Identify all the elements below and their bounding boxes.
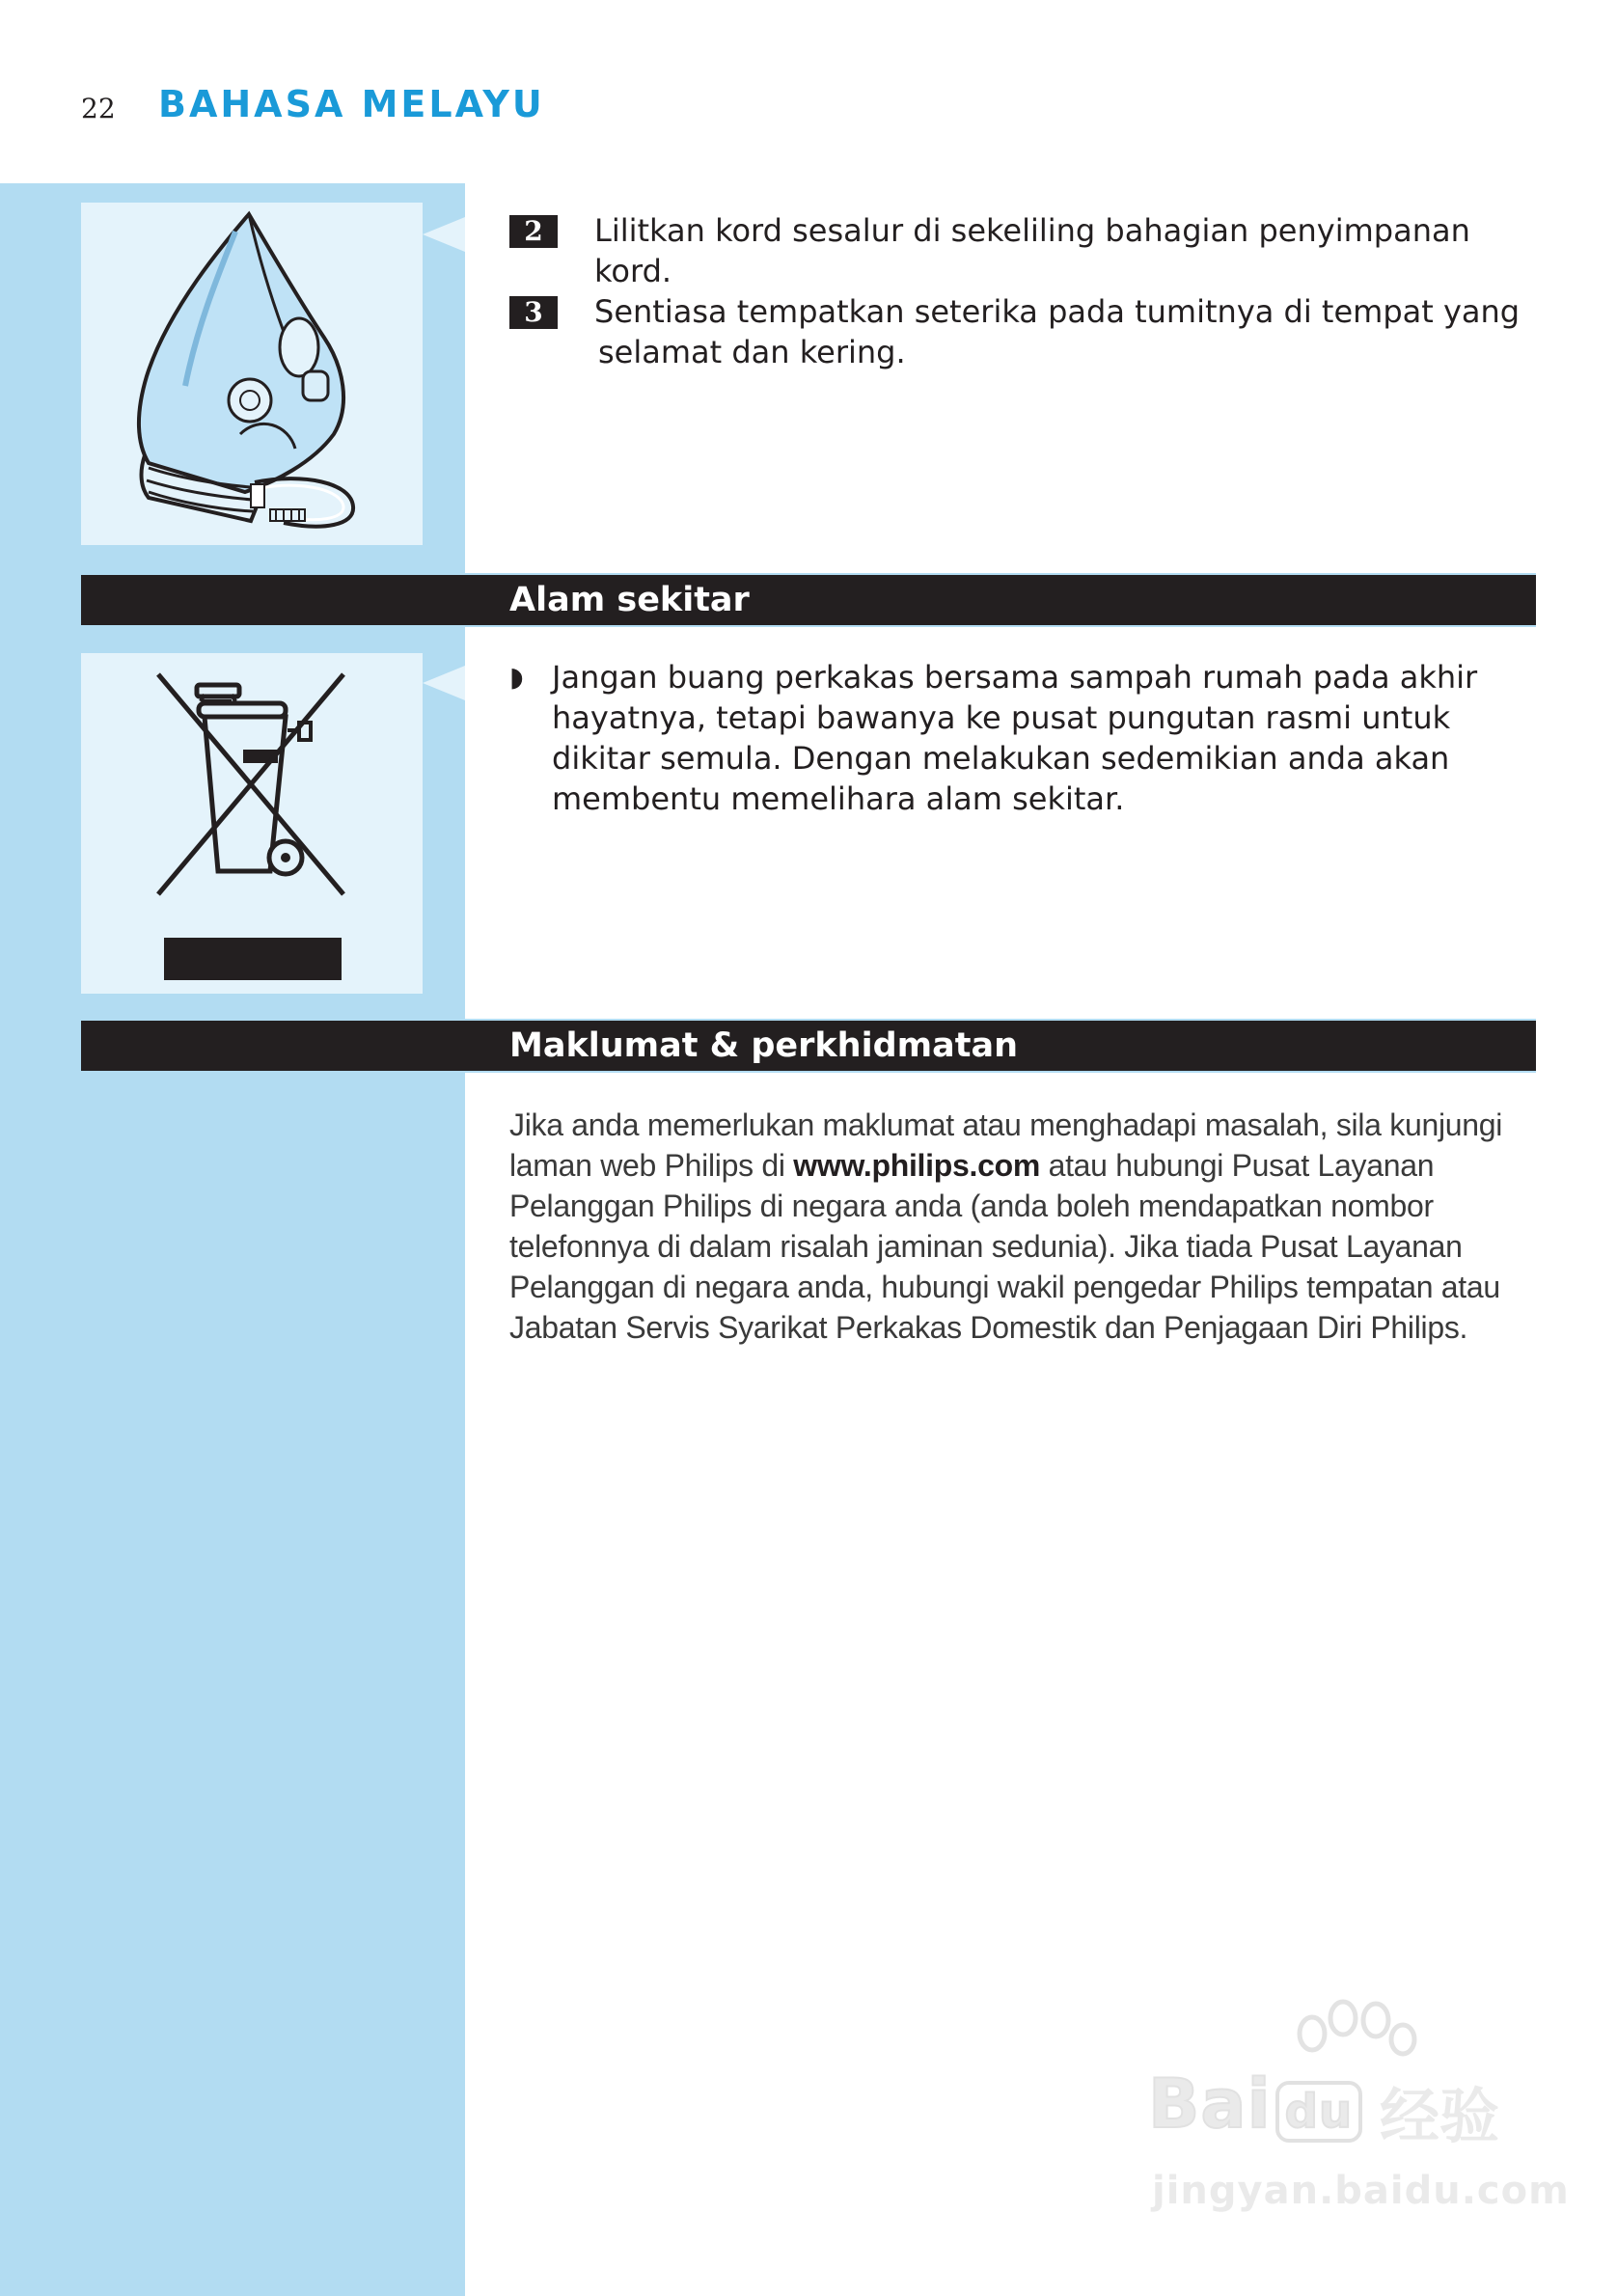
step-text-line-1: Sentiasa tempatkan seterika pada tumitnya di tempat yang xyxy=(594,293,1521,330)
watermark-url: jingyan.baidu.com xyxy=(1152,2169,1570,2213)
step-text: Lilitkan kord sesalur di sekeliling bahagian penyimpanan kord. xyxy=(594,212,1470,289)
section-title: Alam sekitar xyxy=(509,581,750,619)
watermark-brand: Bai du xyxy=(1148,2064,1362,2144)
step-text xyxy=(594,291,1540,372)
figure-panel-iron xyxy=(81,203,423,545)
steam-iron-icon xyxy=(81,203,423,545)
watermark-brand-cn: 经验 xyxy=(1380,2081,1500,2151)
figure-pointer-bin xyxy=(423,666,465,700)
philips-website-link[interactable]: www.philips.com xyxy=(793,1148,1040,1183)
information-text-start: Jika anda memerlukan maklumat atau menghadapi masalah, sila kunjungi laman web Philips di xyxy=(509,1107,1503,1183)
step-number: 2 xyxy=(509,215,558,248)
page-number: 22 xyxy=(81,93,116,124)
figure-pointer-iron xyxy=(423,217,465,252)
figure-panel-bin xyxy=(81,653,423,994)
crossed-out-wheelie-bin-icon xyxy=(81,653,423,994)
section-header-information xyxy=(81,1019,1536,1073)
environment-text: Jangan buang perkakas bersama sampah rumah pada akhir hayatnya, tetapi bawanya ke pusat pungutan rasmi untuk dikitar semula. Dengan melakukan sedemikian anda akan membentu memelihara alam sekitar. xyxy=(552,659,1478,817)
page-language-title: BAHASA MELAYU xyxy=(158,83,545,125)
section-header-environment xyxy=(81,573,1536,627)
information-text-end: atau hubungi Pusat Layanan Pelanggan Philips di negara anda (anda boleh mendapatkan nombor telefonnya di dalam risalah jaminan sedunia). Jika tiada Pusat Layanan Pelanggan di negara anda, hubungi wakil pengedar Philips tempatan atau Jabatan Servis Syarikat Perkakas Domestik dan Penjagaan Diri Philips. xyxy=(509,1148,1500,1345)
information-paragraph xyxy=(509,1105,1542,1348)
bullet-marker-icon: ◗ xyxy=(509,661,524,693)
step-text-line-2: selamat dan kering. xyxy=(598,334,906,370)
section-title: Maklumat & perkhidmatan xyxy=(509,1026,1018,1065)
baidu-watermark xyxy=(1148,1997,1570,2248)
step-number: 3 xyxy=(509,296,558,329)
